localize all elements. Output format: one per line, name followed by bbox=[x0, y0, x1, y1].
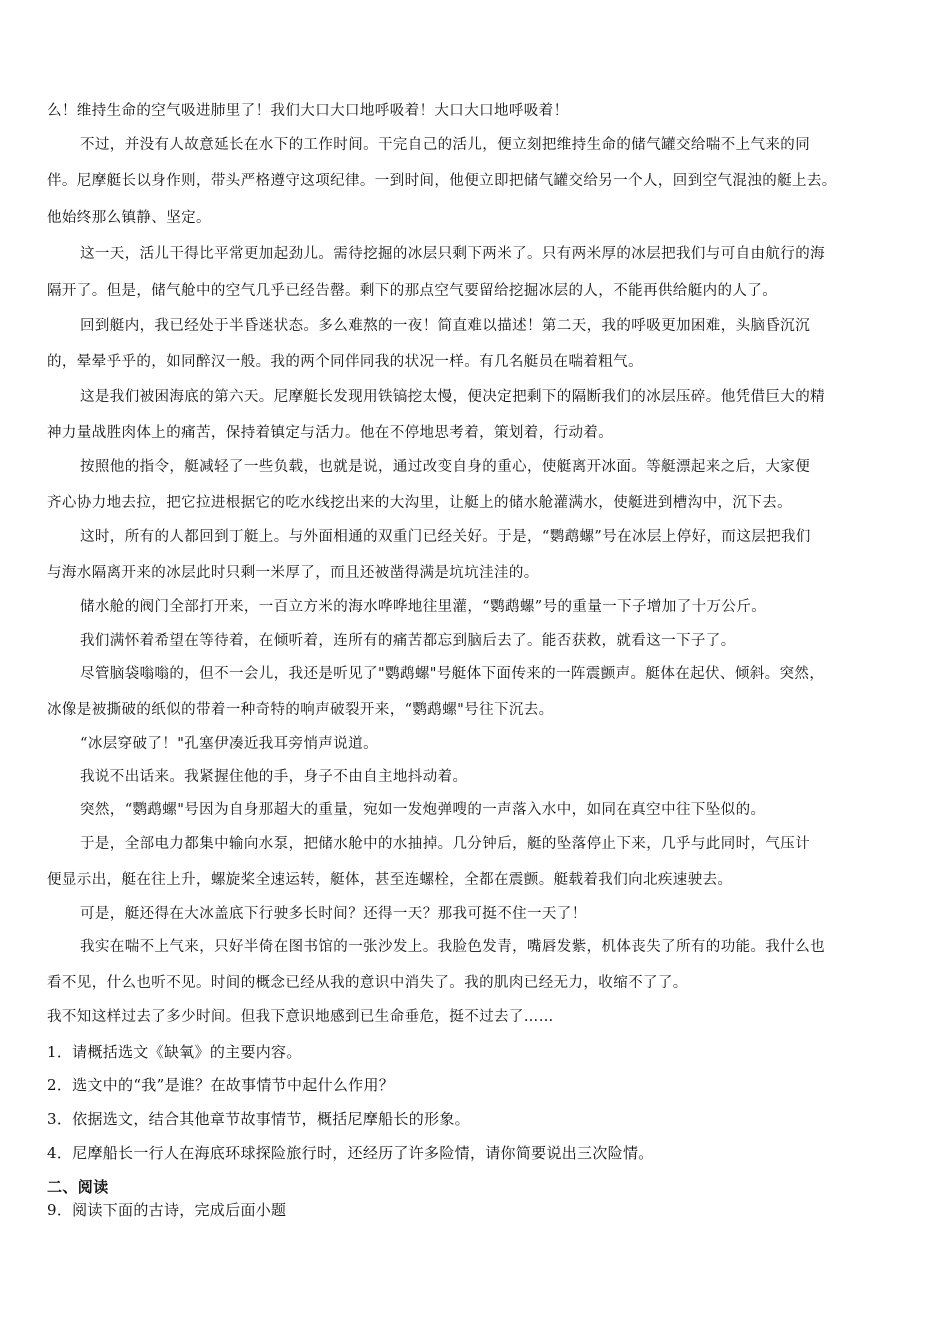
passage-line: 我们满怀着希望在等待着，在倾听着，连所有的痛苦都忘到脑后去了。能否获救，就看这一下子了。 bbox=[80, 633, 736, 649]
passage-line: 便显示出，艇在往上升，螺旋桨全速运转，艇体，甚至连螺栓，全都在震颤。艇载着我们向北疾速驶去。 bbox=[47, 872, 733, 888]
section-heading: 二、阅读 bbox=[47, 1178, 109, 1196]
passage-line: 不过，并没有人故意延长在水下的工作时间。干完自己的活儿，便立刻把维持生命的储气罐交给喘不上气来的同 bbox=[80, 137, 811, 153]
passage-line: 他始终那么镇静、坚定。 bbox=[47, 210, 211, 226]
passage-line: 的，晕晕乎乎的，如同醉汉一般。我的两个同伴同我的状况一样。有几名艇员在喘着粗气。 bbox=[47, 354, 643, 370]
passage-line: 突然，“鹦鹉螺"号因为自身那超大的重量，宛如一发炮弹嗖的一声落入水中，如同在真空中往下坠似的。 bbox=[80, 802, 766, 818]
passage-line: 回到艇内，我已经处于半昏迷状态。多么难熬的一夜！简直难以描述！第二天，我的呼吸更加困难，头脑昏沉沉 bbox=[80, 318, 811, 334]
passage-line: 这时，所有的人都回到丁艇上。与外面相通的双重门已经关好。于是，“鹦鹉螺”号在冰层上停好，而这层把我们 bbox=[80, 529, 811, 545]
passage-line: 这是我们被困海底的第六天。尼摩艇长发现用铁镐挖太慢，便决定把剩下的隔断我们的冰层压碎。他凭借巨大的精 bbox=[80, 389, 825, 405]
passage-line: 我说不出话来。我紧握住他的手，身子不由自主地抖动着。 bbox=[80, 769, 468, 785]
passage-line: 神力量战胜肉体上的痛苦，保持着镇定与活力。他在不停地思考着，策划着，行动着。 bbox=[47, 425, 614, 441]
passage-line: 齐心协力地去拉，把它拉进根据它的吃水线挖出来的大沟里，让艇上的储水舱灌满水，使艇进到槽沟中，沉下去。 bbox=[47, 495, 792, 511]
passage-line: 尽管脑袋嗡嗡的，但不一会儿，我还是听见了"鹦鹉螺"号艇体下面传来的一阵震颤声。艇体在起伏、倾斜。突然， bbox=[80, 666, 825, 682]
passage-line: 伴。尼摩艇长以身作则，带头严格遵守这项纪律。一到时间，他便立即把储气罐交给另一个人，回到空气混浊的艇上去。 bbox=[47, 173, 837, 189]
question-1: 1．请概括选文《缺氧》的主要内容。 bbox=[47, 1043, 302, 1061]
question-4: 4．尼摩船长一行人在海底环球探险旅行时，还经历了许多险情，请你简要说出三次险情。 bbox=[47, 1144, 654, 1162]
passage-line: “冰层穿破了！"孔塞伊凑近我耳旁悄声说道。 bbox=[80, 736, 378, 752]
passage-line: 么！维持生命的空气吸进肺里了！我们大口大口地呼吸着！大口大口地呼吸着！ bbox=[47, 103, 569, 119]
passage-line: 按照他的指令，艇减轻了一些负载，也就是说，通过改变自身的重心，使艇离开冰面。等艇漂起来之后，大家便 bbox=[80, 459, 811, 475]
passage-line: 可是，艇还得在大冰盖底下行驶多长时间？还得一天？那我可挺不住一天了！ bbox=[80, 906, 587, 922]
passage-line: 隔开了。但是，储气舱中的空气几乎已经告罄。剩下的那点空气要留给挖掘冰层的人，不能再供给艇内的人了。 bbox=[47, 283, 778, 299]
passage-line: 这一天，活儿干得比平常更加起劲儿。需待挖掘的冰层只剩下两米了。只有两米厚的冰层把我们与可自由航行的海 bbox=[80, 246, 825, 262]
passage-line: 我不知这样过去了多少时间。但我下意识地感到已生命垂危，挺不过去了…… bbox=[47, 1009, 554, 1025]
passage-line: 与海水隔离开来的冰层此时只剩一米厚了，而且还被凿得满是坑坑洼洼的。 bbox=[47, 565, 539, 581]
question-9: 9．阅读下面的古诗，完成后面小题 bbox=[47, 1201, 287, 1219]
question-3: 3．依据选文，结合其他章节故事情节，概括尼摩船长的形象。 bbox=[47, 1110, 470, 1128]
passage-line: 我实在喘不上气来，只好半倚在图书馆的一张沙发上。我脸色发青，嘴唇发紫，机体丧失了所有的功能。我什么也 bbox=[80, 939, 825, 955]
passage-line: 看不见，什么也听不见。时间的概念已经从我的意识中消失了。我的肌肉已经无力，收缩不了了。 bbox=[47, 975, 688, 991]
question-2: 2．选文中的“我”是谁？在故事情节中起什么作用？ bbox=[47, 1076, 395, 1094]
passage-line: 储水舱的阀门全部打开来，一百立方米的海水哗哗地往里灌，“鹦鹉螺”号的重量一下子增加了十万公斤。 bbox=[80, 599, 767, 615]
passage-line: 冰像是被撕破的纸似的带着一种奇特的响声破裂开来，“鹦鹉螺"号往下沉去。 bbox=[47, 702, 554, 718]
passage-line: 于是，全部电力都集中输向水泵，把储水舱中的水抽掉。几分钟后，艇的坠落停止下来，几乎与此同时，气压计 bbox=[80, 836, 811, 852]
